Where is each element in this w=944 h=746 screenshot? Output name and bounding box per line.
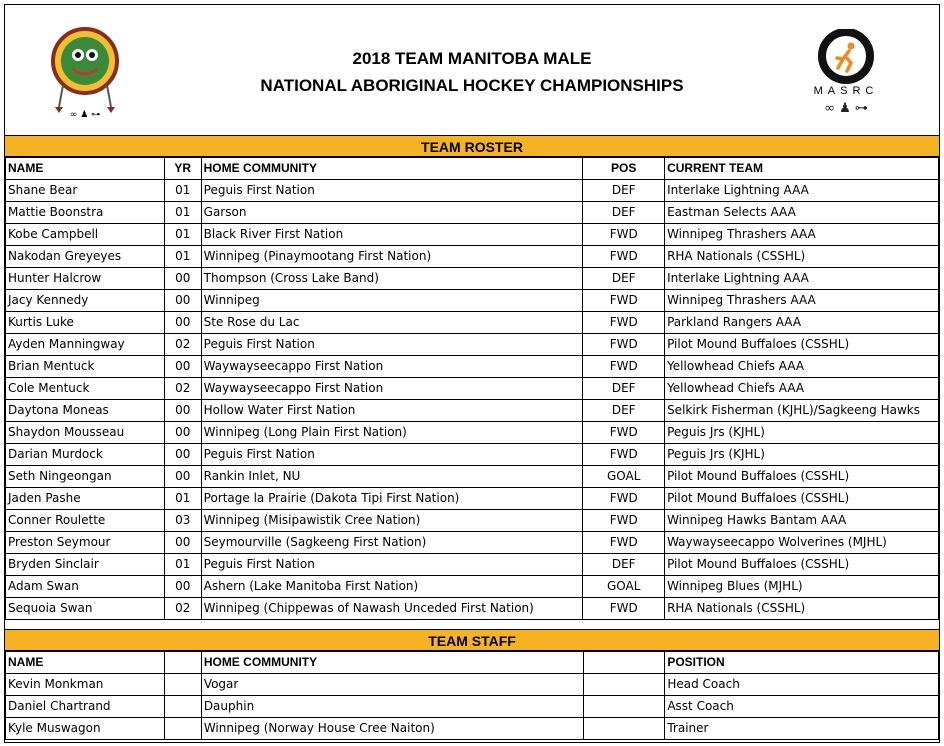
roster-cell: 00 (164, 576, 201, 598)
roster-cell: 00 (164, 466, 201, 488)
staff-row (6, 674, 939, 696)
roster-row (6, 224, 939, 246)
roster-cell: Conner Roulette (6, 510, 165, 532)
roster-cell: GOAL (583, 466, 665, 488)
roster-cell: FWD (583, 598, 665, 620)
roster-cell: Waywayseecappo First Nation (201, 378, 583, 400)
roster-cell: 00 (164, 312, 201, 334)
staff-column-header: NAME (6, 652, 165, 674)
roster-row (6, 290, 939, 312)
staff-cell: Kyle Muswagon (6, 718, 165, 740)
roster-cell: Thompson (Cross Lake Band) (201, 268, 583, 290)
document-header (5, 5, 939, 136)
roster-cell: FWD (583, 290, 665, 312)
roster-cell: Pilot Mound Buffaloes (CSSHL) (665, 466, 939, 488)
roster-cell: 02 (164, 598, 201, 620)
roster-cell: Rankin Inlet, NU (201, 466, 583, 488)
roster-column-header: YR (164, 158, 201, 180)
roster-cell: 01 (164, 246, 201, 268)
roster-row (6, 334, 939, 356)
staff-cell: Trainer (665, 718, 939, 740)
roster-cell: Seymourville (Sagkeeng First Nation) (201, 532, 583, 554)
roster-cell: Yellowhead Chiefs AAA (665, 356, 939, 378)
svg-text:∞ ♟ ⊶: ∞ ♟ ⊶ (69, 110, 101, 120)
roster-cell: DEF (583, 180, 665, 202)
aboriginal-hockey-logo (45, 25, 125, 120)
staff-column-header (164, 652, 201, 674)
roster-cell: Peguis Jrs (KJHL) (665, 422, 939, 444)
roster-cell: 01 (164, 180, 201, 202)
roster-cell: Shaydon Mousseau (6, 422, 165, 444)
roster-row (6, 422, 939, 444)
roster-column-header: HOME COMMUNITY (201, 158, 583, 180)
roster-cell: Hunter Halcrow (6, 268, 165, 290)
roster-cell: FWD (583, 422, 665, 444)
roster-cell: FWD (583, 510, 665, 532)
roster-row (6, 356, 939, 378)
roster-cell: Winnipeg Thrashers AAA (665, 224, 939, 246)
roster-sheet (4, 4, 940, 743)
team-staff-band: TEAM STAFF (5, 629, 939, 651)
roster-cell: Selkirk Fisherman (KJHL)/Sagkeeng Hawks (665, 400, 939, 422)
roster-row (6, 202, 939, 224)
roster-cell: 01 (164, 202, 201, 224)
masrc-emblem-icon (801, 29, 891, 85)
roster-cell: Portage la Prairie (Dakota Tipi First Nation) (201, 488, 583, 510)
roster-column-header: CURRENT TEAM (665, 158, 939, 180)
roster-cell: Peguis Jrs (KJHL) (665, 444, 939, 466)
roster-cell: Cole Mentuck (6, 378, 165, 400)
roster-cell: DEF (583, 554, 665, 576)
roster-row (6, 312, 939, 334)
roster-cell: FWD (583, 224, 665, 246)
roster-cell: Kobe Campbell (6, 224, 165, 246)
staff-column-header (583, 652, 665, 674)
roster-cell: Hollow Water First Nation (201, 400, 583, 422)
roster-cell: Mattie Boonstra (6, 202, 165, 224)
staff-cell: Winnipeg (Norway House Cree Naiton) (201, 718, 583, 740)
roster-cell: DEF (583, 400, 665, 422)
roster-row (6, 246, 939, 268)
team-roster-band: TEAM ROSTER (5, 135, 939, 157)
roster-cell: Peguis First Nation (201, 334, 583, 356)
roster-cell: Waywayseecappo Wolverines (MJHL) (665, 532, 939, 554)
roster-cell: 00 (164, 532, 201, 554)
roster-row (6, 532, 939, 554)
staff-row (6, 696, 939, 718)
roster-cell: Peguis First Nation (201, 180, 583, 202)
roster-cell: Jacy Kennedy (6, 290, 165, 312)
roster-cell: Peguis First Nation (201, 554, 583, 576)
roster-cell: 00 (164, 422, 201, 444)
roster-cell: Sequoia Swan (6, 598, 165, 620)
staff-header-row (6, 652, 939, 674)
roster-cell: Winnipeg (Long Plain First Nation) (201, 422, 583, 444)
roster-cell: 02 (164, 378, 201, 400)
roster-cell: Pilot Mound Buffaloes (CSSHL) (665, 334, 939, 356)
roster-cell: Preston Seymour (6, 532, 165, 554)
roster-cell: RHA Nationals (CSSHL) (665, 246, 939, 268)
roster-cell: DEF (583, 268, 665, 290)
roster-cell: FWD (583, 444, 665, 466)
staff-cell: Daniel Chartrand (6, 696, 165, 718)
roster-cell: FWD (583, 356, 665, 378)
roster-table (5, 157, 939, 620)
roster-cell: GOAL (583, 576, 665, 598)
roster-cell: FWD (583, 246, 665, 268)
staff-column-header: HOME COMMUNITY (201, 652, 583, 674)
roster-cell: Waywayseecappo First Nation (201, 356, 583, 378)
roster-row (6, 554, 939, 576)
roster-cell: FWD (583, 334, 665, 356)
roster-cell: Yellowhead Chiefs AAA (665, 378, 939, 400)
staff-column-header: POSITION (665, 652, 939, 674)
roster-cell: Peguis First Nation (201, 444, 583, 466)
roster-cell: Eastman Selects AAA (665, 202, 939, 224)
title-line-1: 2018 TEAM MANITOBA MALE (352, 49, 592, 68)
staff-table (5, 651, 939, 740)
roster-column-header: POS (583, 158, 665, 180)
roster-row (6, 444, 939, 466)
roster-cell: DEF (583, 378, 665, 400)
roster-cell: Nakodan Greyeyes (6, 246, 165, 268)
roster-cell: Darian Murdock (6, 444, 165, 466)
roster-cell: Garson (201, 202, 583, 224)
staff-cell: Dauphin (201, 696, 583, 718)
roster-cell: Daytona Moneas (6, 400, 165, 422)
masrc-symbols-icon: ∞ ♟ ⊶ (824, 101, 868, 116)
roster-cell: Pilot Mound Buffaloes (CSSHL) (665, 488, 939, 510)
staff-cell (164, 674, 201, 696)
roster-row (6, 488, 939, 510)
roster-cell: 01 (164, 488, 201, 510)
staff-cell (583, 718, 665, 740)
roster-cell: 02 (164, 334, 201, 356)
roster-column-header: NAME (6, 158, 165, 180)
staff-cell (583, 696, 665, 718)
roster-cell: Winnipeg (Chippewas of Nawash Unceded First Nation) (201, 598, 583, 620)
title-line-2: NATIONAL ABORIGINAL HOCKEY CHAMPIONSHIPS (260, 76, 684, 95)
roster-cell: Shane Bear (6, 180, 165, 202)
staff-cell (164, 718, 201, 740)
roster-cell: Winnipeg (Misipawistik Cree Nation) (201, 510, 583, 532)
roster-cell: Winnipeg (201, 290, 583, 312)
roster-cell: 01 (164, 224, 201, 246)
roster-cell: 00 (164, 400, 201, 422)
roster-cell: FWD (583, 532, 665, 554)
masrc-logo-text: MASRC (813, 85, 879, 97)
staff-cell: Kevin Monkman (6, 674, 165, 696)
roster-row (6, 598, 939, 620)
roster-row (6, 268, 939, 290)
roster-cell: 00 (164, 268, 201, 290)
staff-row (6, 718, 939, 740)
roster-cell: 00 (164, 290, 201, 312)
roster-cell: Adam Swan (6, 576, 165, 598)
roster-cell: Black River First Nation (201, 224, 583, 246)
roster-header-row (6, 158, 939, 180)
staff-cell: Asst Coach (665, 696, 939, 718)
roster-cell: Jaden Pashe (6, 488, 165, 510)
roster-row (6, 510, 939, 532)
roster-cell: Winnipeg Hawks Bantam AAA (665, 510, 939, 532)
roster-cell: DEF (583, 202, 665, 224)
roster-cell: Kurtis Luke (6, 312, 165, 334)
roster-cell: Parkland Rangers AAA (665, 312, 939, 334)
roster-cell: Interlake Lightning AAA (665, 268, 939, 290)
staff-cell (164, 696, 201, 718)
roster-row (6, 400, 939, 422)
roster-cell: Brian Mentuck (6, 356, 165, 378)
roster-row (6, 378, 939, 400)
roster-row (6, 180, 939, 202)
roster-cell: Ste Rose du Lac (201, 312, 583, 334)
roster-cell: Bryden Sinclair (6, 554, 165, 576)
roster-cell: FWD (583, 488, 665, 510)
roster-cell: 00 (164, 444, 201, 466)
staff-cell: Vogar (201, 674, 583, 696)
masrc-logo (801, 29, 891, 121)
roster-cell: FWD (583, 312, 665, 334)
roster-cell: 00 (164, 356, 201, 378)
staff-cell (583, 674, 665, 696)
roster-cell: Seth Ningeongan (6, 466, 165, 488)
roster-cell: Winnipeg (Pinaymootang First Nation) (201, 246, 583, 268)
roster-cell: RHA Nationals (CSSHL) (665, 598, 939, 620)
roster-cell: Winnipeg Blues (MJHL) (665, 576, 939, 598)
roster-cell: 01 (164, 554, 201, 576)
roster-cell: Ashern (Lake Manitoba First Nation) (201, 576, 583, 598)
roster-cell: Interlake Lightning AAA (665, 180, 939, 202)
roster-cell: Pilot Mound Buffaloes (CSSHL) (665, 554, 939, 576)
roster-row (6, 466, 939, 488)
roster-row (6, 576, 939, 598)
roster-cell: 03 (164, 510, 201, 532)
roster-cell: Ayden Manningway (6, 334, 165, 356)
roster-cell: Winnipeg Thrashers AAA (665, 290, 939, 312)
staff-cell: Head Coach (665, 674, 939, 696)
